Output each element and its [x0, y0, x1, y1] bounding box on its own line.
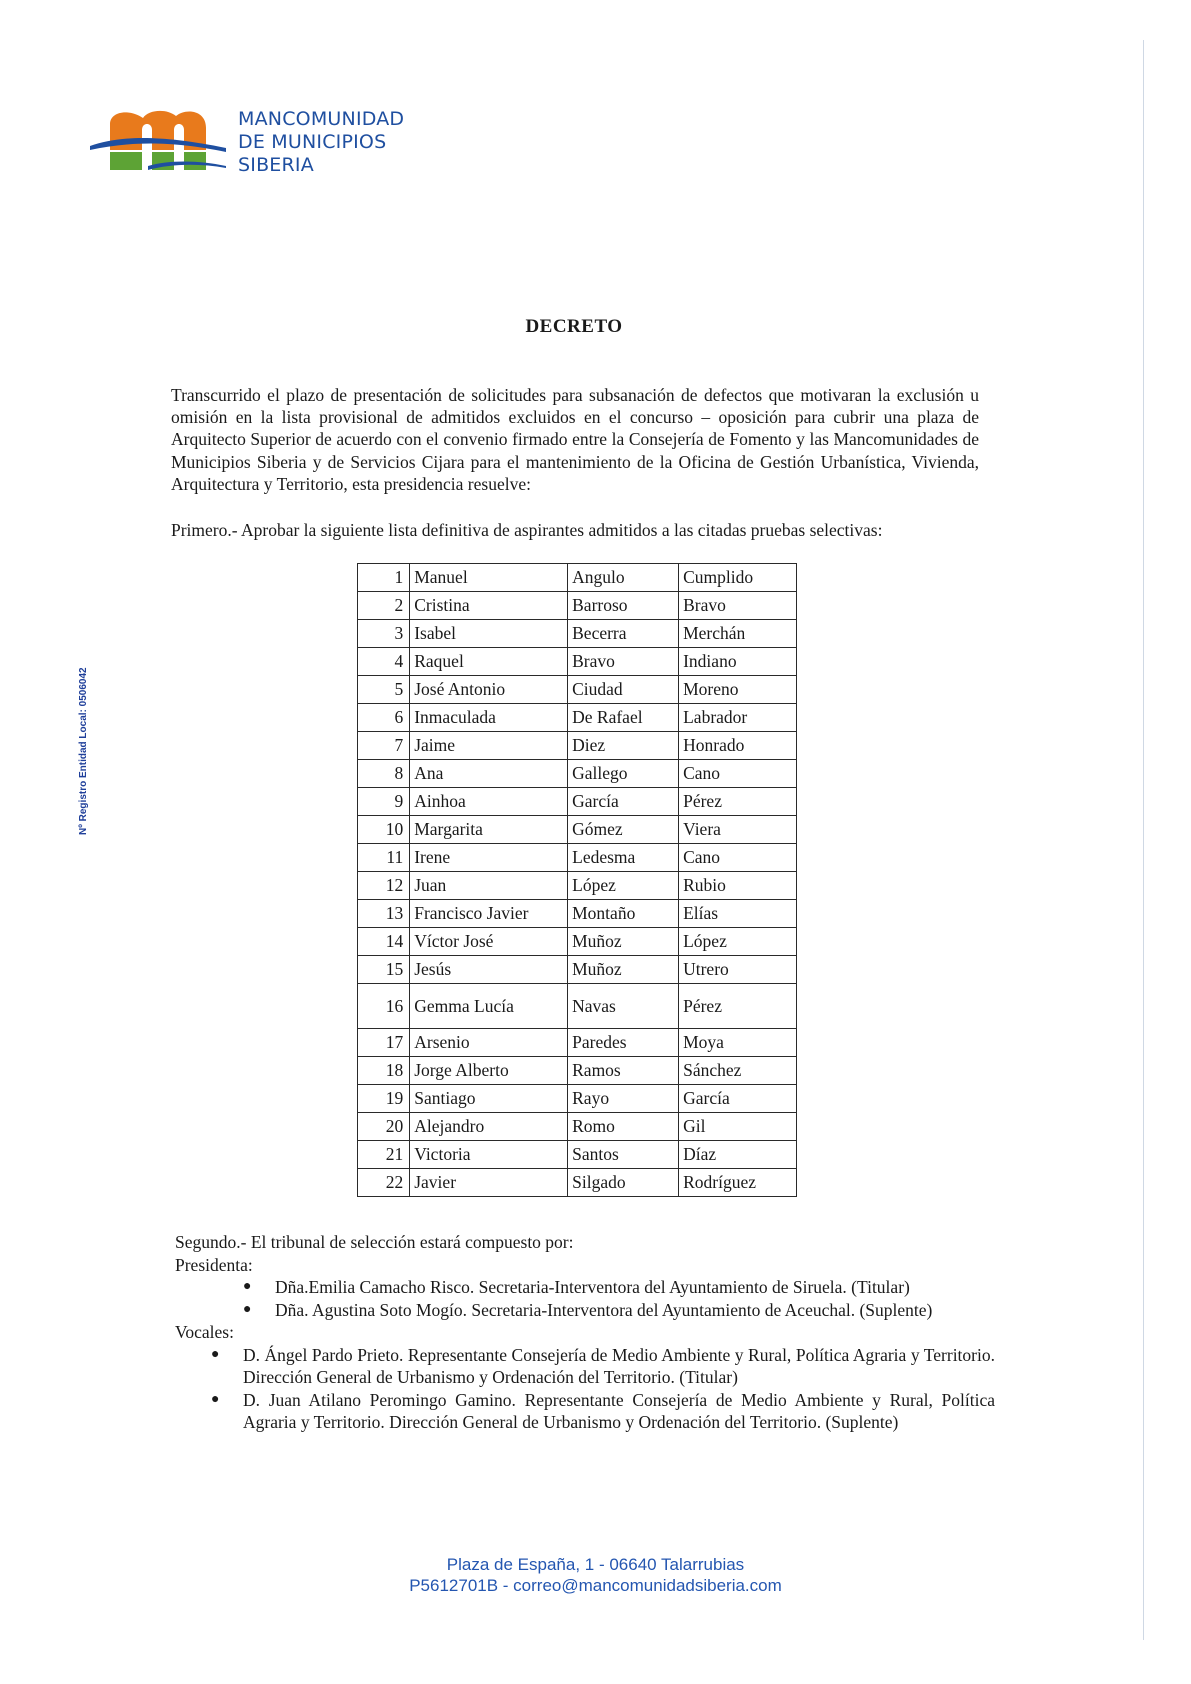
candidate-first-name: Alejandro	[410, 1113, 568, 1141]
candidate-surname-2: Utrero	[679, 956, 797, 984]
candidate-first-name: Manuel	[410, 564, 568, 592]
candidate-surname-2: Cano	[679, 844, 797, 872]
member-text: D. Ángel Pardo Prieto. Representante Consejería de Medio Ambiente y Rural, Política Agraria y Territorio. Dirección General de Urbanismo y Ordenación del Territorio. (Titular)	[243, 1344, 995, 1387]
table-row	[358, 1169, 797, 1197]
table-row	[358, 1029, 797, 1057]
table-row	[358, 1141, 797, 1169]
candidate-number: 7	[358, 732, 410, 760]
table-row	[358, 928, 797, 956]
candidate-number: 3	[358, 620, 410, 648]
candidate-surname-1: García	[568, 788, 679, 816]
footer-contact: P5612701B - correo@mancomunidadsiberia.com	[409, 1576, 782, 1595]
candidate-number: 4	[358, 648, 410, 676]
candidate-surname-2: Merchán	[679, 620, 797, 648]
bullet-icon: ●	[211, 1346, 220, 1362]
footer-address: Plaza de España, 1 - 06640 Talarrubias	[446, 1555, 745, 1574]
candidate-first-name: Inmaculada	[410, 704, 568, 732]
candidate-first-name: Victoria	[410, 1141, 568, 1169]
candidate-surname-2: Pérez	[679, 788, 797, 816]
presidenta-list	[175, 1276, 995, 1321]
bullet-icon: ●	[211, 1391, 220, 1407]
candidate-first-name: Jaime	[410, 732, 568, 760]
candidate-surname-1: Romo	[568, 1113, 679, 1141]
candidate-surname-2: Viera	[679, 816, 797, 844]
candidate-number: 15	[358, 956, 410, 984]
candidate-surname-2: Pérez	[679, 984, 797, 1029]
candidate-number: 8	[358, 760, 410, 788]
candidate-surname-2: Honrado	[679, 732, 797, 760]
candidate-first-name: Javier	[410, 1169, 568, 1197]
bullet-icon: ●	[243, 1279, 252, 1294]
table-row	[358, 760, 797, 788]
candidate-surname-2: Gil	[679, 1113, 797, 1141]
footer	[0, 1554, 1191, 1596]
list-item	[211, 1389, 995, 1434]
org-name-line: SIBERIA	[238, 154, 314, 176]
table-row	[358, 844, 797, 872]
candidate-surname-2: García	[679, 1085, 797, 1113]
candidate-surname-1: De Rafael	[568, 704, 679, 732]
table-row	[358, 788, 797, 816]
bullet-icon: ●	[243, 1301, 252, 1317]
candidate-number: 20	[358, 1113, 410, 1141]
candidate-number: 1	[358, 564, 410, 592]
candidate-surname-1: Bravo	[568, 648, 679, 676]
candidate-surname-2: Rubio	[679, 872, 797, 900]
candidate-surname-2: Cumplido	[679, 564, 797, 592]
vocales-label: Vocales:	[175, 1322, 234, 1342]
candidate-first-name: Irene	[410, 844, 568, 872]
member-text: D. Juan Atilano Peromingo Gamino. Representante Consejería de Medio Ambiente y Rural, Política Agraria y Territorio. Dirección General de Urbanismo y Ordenación del Territorio. (Suplente)	[243, 1389, 995, 1432]
member-text: Dña.Emilia Camacho Risco. Secretaria-Interventora del Ayuntamiento de Siruela. (Titular)	[275, 1277, 910, 1297]
candidate-surname-2: Cano	[679, 760, 797, 788]
table-row	[358, 956, 797, 984]
tribunal-section	[175, 1231, 995, 1434]
table-row	[358, 648, 797, 676]
candidate-surname-1: Gallego	[568, 760, 679, 788]
candidate-first-name: Jorge Alberto	[410, 1057, 568, 1085]
candidate-surname-1: Muñoz	[568, 956, 679, 984]
candidate-surname-2: Moya	[679, 1029, 797, 1057]
candidate-surname-2: Indiano	[679, 648, 797, 676]
candidate-number: 17	[358, 1029, 410, 1057]
candidate-surname-1: Angulo	[568, 564, 679, 592]
candidate-first-name: Santiago	[410, 1085, 568, 1113]
candidate-first-name: Juan	[410, 872, 568, 900]
candidate-surname-1: Montaño	[568, 900, 679, 928]
candidate-first-name: Isabel	[410, 620, 568, 648]
table-row	[358, 872, 797, 900]
candidate-number: 21	[358, 1141, 410, 1169]
candidate-surname-2: Sánchez	[679, 1057, 797, 1085]
table-row	[358, 816, 797, 844]
candidate-first-name: Ainhoa	[410, 788, 568, 816]
candidate-first-name: Margarita	[410, 816, 568, 844]
table-row	[358, 564, 797, 592]
table-row	[358, 704, 797, 732]
table-row	[358, 732, 797, 760]
candidate-surname-1: Muñoz	[568, 928, 679, 956]
list-item	[243, 1276, 963, 1299]
segundo-paragraph: Segundo.- El tribunal de selección estará compuesto por:	[175, 1232, 574, 1252]
candidate-first-name: Ana	[410, 760, 568, 788]
mancomunidad-m-logo-icon	[88, 104, 228, 176]
member-text: Dña. Agustina Soto Mogío. Secretaria-Interventora del Ayuntamiento de Aceuchal. (Suplente)	[275, 1299, 933, 1320]
candidate-surname-1: Navas	[568, 984, 679, 1029]
list-item	[211, 1344, 995, 1389]
candidate-surname-1: Silgado	[568, 1169, 679, 1197]
org-name	[238, 108, 404, 177]
candidate-surname-1: Gómez	[568, 816, 679, 844]
candidate-surname-2: Elías	[679, 900, 797, 928]
candidate-first-name: Gemma Lucía	[410, 984, 568, 1029]
candidate-first-name: José Antonio	[410, 676, 568, 704]
candidate-surname-1: Ciudad	[568, 676, 679, 704]
candidate-number: 13	[358, 900, 410, 928]
table-row	[358, 620, 797, 648]
candidate-number: 9	[358, 788, 410, 816]
table-row	[358, 676, 797, 704]
candidate-first-name: Cristina	[410, 592, 568, 620]
candidate-surname-2: Bravo	[679, 592, 797, 620]
candidate-surname-1: Ramos	[568, 1057, 679, 1085]
list-item	[243, 1299, 963, 1322]
candidate-surname-2: Moreno	[679, 676, 797, 704]
registry-stamp: Nº Registro Entidad Local: 0506042	[78, 667, 89, 835]
candidate-first-name: Raquel	[410, 648, 568, 676]
candidate-surname-1: Santos	[568, 1141, 679, 1169]
candidate-surname-1: Diez	[568, 732, 679, 760]
candidate-surname-2: Rodríguez	[679, 1169, 797, 1197]
candidate-first-name: Víctor José	[410, 928, 568, 956]
vocales-list	[175, 1344, 995, 1434]
candidate-number: 22	[358, 1169, 410, 1197]
candidate-surname-1: Becerra	[568, 620, 679, 648]
table-row	[358, 984, 797, 1029]
candidate-number: 14	[358, 928, 410, 956]
org-name-line: DE MUNICIPIOS	[238, 131, 387, 153]
candidate-number: 10	[358, 816, 410, 844]
candidate-number: 16	[358, 984, 410, 1029]
admitted-candidates-table	[357, 563, 797, 1197]
org-name-line: MANCOMUNIDAD	[238, 108, 405, 130]
candidate-surname-1: Paredes	[568, 1029, 679, 1057]
header-logo	[88, 100, 418, 180]
table-row	[358, 1085, 797, 1113]
table-row	[358, 1057, 797, 1085]
document-title: DECRETO	[525, 316, 623, 337]
candidate-number: 2	[358, 592, 410, 620]
candidate-first-name: Jesús	[410, 956, 568, 984]
candidate-surname-1: Rayo	[568, 1085, 679, 1113]
candidate-number: 6	[358, 704, 410, 732]
candidate-surname-2: López	[679, 928, 797, 956]
table-row	[358, 1113, 797, 1141]
candidate-number: 12	[358, 872, 410, 900]
candidate-surname-1: Ledesma	[568, 844, 679, 872]
table-row	[358, 592, 797, 620]
scan-edge-line	[1143, 40, 1144, 1640]
candidate-surname-2: Díaz	[679, 1141, 797, 1169]
candidate-number: 11	[358, 844, 410, 872]
candidate-first-name: Arsenio	[410, 1029, 568, 1057]
candidate-number: 5	[358, 676, 410, 704]
candidate-first-name: Francisco Javier	[410, 900, 568, 928]
candidate-number: 19	[358, 1085, 410, 1113]
candidate-number: 18	[358, 1057, 410, 1085]
primero-paragraph: Primero.- Aprobar la siguiente lista definitiva de aspirantes admitidos a las citadas pruebas selectivas:	[171, 520, 883, 540]
intro-paragraph: Transcurrido el plazo de presentación de solicitudes para subsanación de defectos que motivaran la exclusión u omisión en la lista provisional de admitidos excluidos en el concurso – oposición para cubrir una plaza de Arquitecto Superior de acuerdo con el convenio firmado entre la Consejería de Fomento y las Mancomunidades de Municipios Siberia y de Servicios Cijara para el mantenimiento de la Oficina de Gestión Urbanística, Vivienda, Arquitectura y Territorio, esta presidencia resuelve:	[171, 385, 979, 494]
presidenta-label: Presidenta:	[175, 1254, 253, 1275]
table-row	[358, 900, 797, 928]
candidate-surname-2: Labrador	[679, 704, 797, 732]
candidate-surname-1: Barroso	[568, 592, 679, 620]
candidate-surname-1: López	[568, 872, 679, 900]
